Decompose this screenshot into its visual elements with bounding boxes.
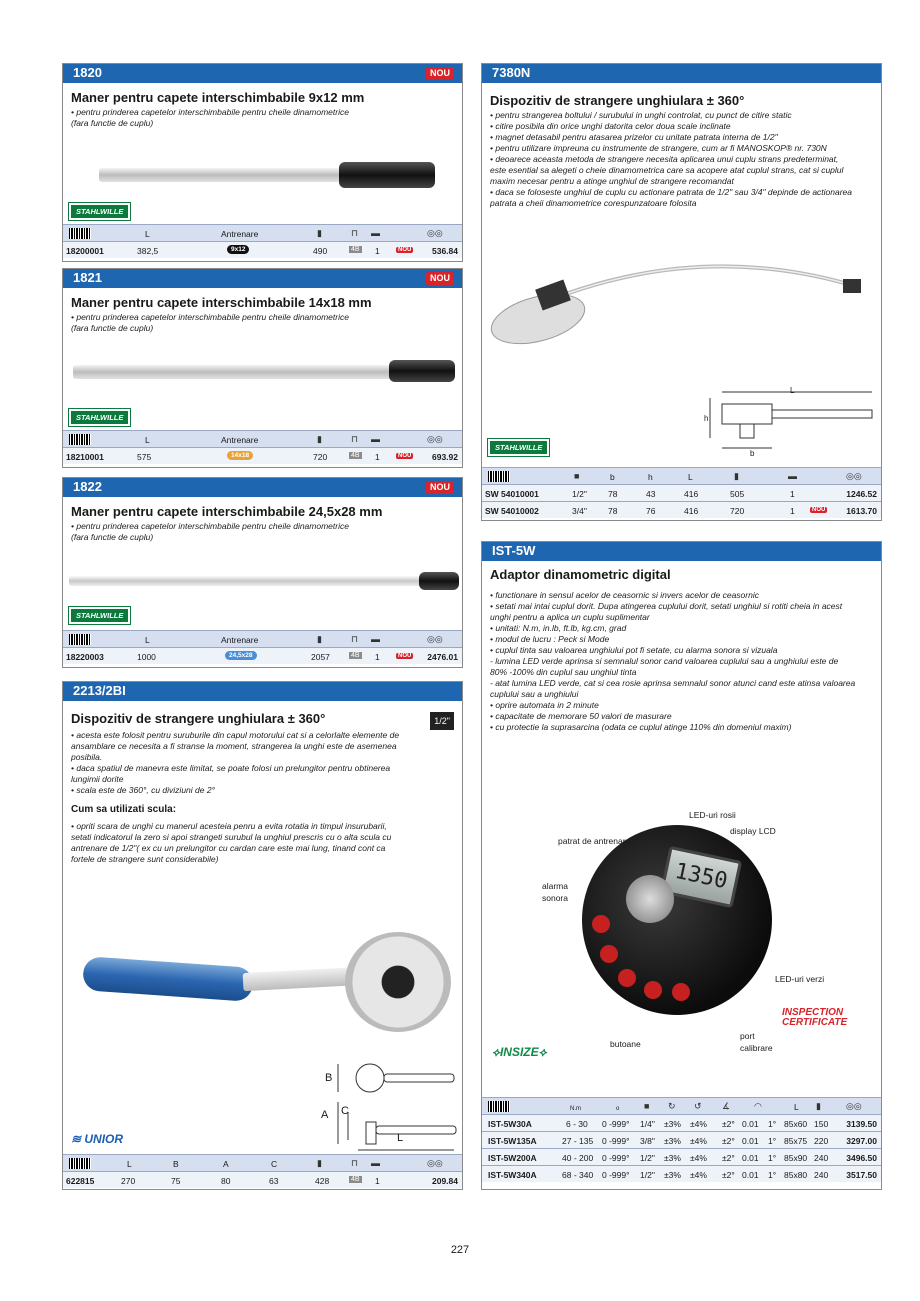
product-description: • pentru prinderea capetelor interschimbabile pentru cheile dinamometrice (fara functie de cuplu) (71, 312, 349, 333)
table-row: IST-5W30A 6 - 30 0 -999° 1/4" ±3% ±4% ±2° 0.01 1° 85x60 150 3139.50 (482, 1114, 881, 1131)
coins-icon: ◎◎ (427, 1158, 443, 1168)
stahlwille-logo: STAHLWILLE (69, 409, 130, 426)
barcode-icon (488, 1101, 510, 1112)
page-number: 227 (450, 1244, 470, 1256)
coins-icon: ◎◎ (846, 1101, 862, 1111)
table-header: L Antrenare ▮ ⊓ ▬ ◎◎ (63, 630, 462, 647)
angle-tool-image (488, 249, 878, 369)
button-up[interactable] (644, 981, 662, 999)
section-header: 1822 NOU (63, 478, 462, 497)
spec-table (63, 224, 462, 258)
callout-led-green: LED-uri verzi (775, 974, 825, 984)
new-badge: NOU (426, 67, 454, 80)
table-row: 622815 270 75 80 63 428 4B 1 209.84 (63, 1171, 462, 1188)
barcode-icon (69, 228, 91, 239)
product-description: • acesta este folosit pentru suruburile din capul motorului cat si a celorlalte elemente de ansamblare ce necesita a fi stranse la moment, strangerea la unghi este de asemenea posibila. • daca spatiul de manevra este limitat, se poate folosi un prelungitor pentru obtinerea lungimii dorite • scala este de 360°, cu diviziuni de 2° (71, 730, 400, 795)
square-drive (626, 875, 674, 923)
dim-label-c: C (341, 1105, 349, 1117)
gauge-icon: ◠ (754, 1101, 762, 1111)
stahlwille-logo: STAHLWILLE (488, 439, 549, 456)
pack-icon: ⊓ (351, 434, 359, 444)
weight-icon: ▮ (317, 1158, 322, 1168)
unior-logo: ≋ UNIOR (71, 1132, 124, 1146)
product-title: Maner pentru capete interschimbabile 24,5x28 mm (71, 504, 383, 519)
barcode-icon (69, 1158, 91, 1169)
spec-table (63, 1154, 462, 1188)
product-1821 (62, 268, 463, 468)
pack-icon: ⊓ (351, 1158, 359, 1168)
angle-gauge-image (83, 932, 453, 1042)
square-drive-icon: ■ (574, 471, 580, 481)
ccw-icon: ↺ (694, 1101, 702, 1111)
table-row: SW 54010002 3/4" 78 76 416 720 1 NOU 1613.70 (482, 501, 881, 518)
spec-table (482, 467, 881, 518)
handle-image (99, 160, 435, 190)
barcode-icon (69, 434, 91, 445)
product-7380n (481, 63, 882, 521)
product-code: 1820 (73, 65, 102, 80)
coins-icon: ◎◎ (427, 634, 443, 644)
section-header: 1821 NOU (63, 269, 462, 288)
callout-alarm: alarma sonora (542, 881, 568, 903)
product-description: • pentru prinderea capetelor interschimbabile pentru cheile dinamometrice (fara functie de cuplu) (71, 521, 349, 542)
insize-logo: ⟡INSIZE⟡ (492, 1045, 547, 1059)
product-description: • functionare in sensul acelor de ceasornic si invers acelor de ceasornic • setati mai intai cuplul dorit. Dupa atingerea cuplului dorit, setati unghiul si rotiti cheia in acest unghi pentru a aplica un cuplu suplimentar • unitati: N.m, in.lb, ft.lb, kg.cm, grad • modul de lucru : Peck si Mode • cuplul tinta sau valoarea unghiului pot fi setate, cu alarma sonora si vizuala - lumina LED verde aprinsa si semnalul sonor cand valoarea cuplului sau a unghiului este de 80% -100% din cuplul sau unghiul tinta - atat lumina LED verde, cat si cea rosie aprinsa semnalul sonor atunci cand este atinsa valoarea cuplului sau a unghiului • oprire automata in 2 minute • capacitate de memorare 50 valori de masurare • cu protectie la suprasarcina (odata ce cuplul atinge 110% din domeniul maxim) (490, 590, 856, 732)
product-title: Maner pentru capete interschimbabile 14x18 mm (71, 295, 372, 310)
callout-buttons: butoane (610, 1039, 641, 1049)
product-title: Dispozitiv de strangere unghiulara ± 360° (490, 93, 745, 108)
howto-title: Cum sa utilizati scula: (71, 804, 177, 815)
product-ist-5w (481, 541, 882, 1190)
torque-adapter-image (582, 825, 772, 1015)
pack-icon: ⊓ (351, 634, 359, 644)
inspection-certificate-logo: INSPECTION CERTIFICATE (782, 1007, 848, 1028)
weight-icon: ▮ (317, 228, 322, 238)
dim-label-a: A (321, 1109, 329, 1121)
product-title: Adaptor dinamometric digital (490, 567, 671, 582)
section-header: 7380N (482, 64, 881, 83)
angle-icon: ∡ (722, 1101, 731, 1111)
barcode-icon (69, 634, 91, 645)
table-row: 18200001 382,5 9x12 490 4B 1 NOU 536.84 (63, 241, 462, 258)
weight-icon: ▮ (734, 471, 739, 481)
spec-table (482, 1097, 881, 1182)
product-title: Dispozitiv de strangere unghiulara ± 360° (71, 711, 326, 726)
ruler-icon: ▬ (371, 228, 380, 238)
callout-led-red: LED-uri rosii (689, 810, 736, 820)
table-header: L B A C ▮ ⊓ ▬ ◎◎ (63, 1154, 462, 1171)
product-2213-2bi (62, 681, 463, 1190)
ruler-icon: ▬ (788, 471, 797, 481)
dimension-drawing (702, 384, 877, 459)
weight-icon: ▮ (317, 434, 322, 444)
coins-icon: ◎◎ (427, 228, 443, 238)
stahlwille-logo: STAHLWILLE (69, 203, 130, 220)
dim-label-b: b (750, 449, 755, 458)
stahlwille-logo: STAHLWILLE (69, 607, 130, 624)
table-row: IST-5W135A 27 - 135 0 -999° 3/8" ±3% ±4% ±2° 0.01 1° 85x75 220 3297.00 (482, 1131, 881, 1148)
dim-label-b: B (325, 1072, 333, 1084)
spec-table (63, 430, 462, 464)
product-description: • pentru prinderea capetelor interschimbabile pentru cheile dinamometrice (fara functie de cuplu) (71, 107, 349, 128)
handle-image (69, 570, 459, 594)
section-header: IST-5W (482, 542, 881, 561)
table-row: SW 54010001 1/2" 78 43 416 505 1 1246.52 (482, 484, 881, 501)
table-row: 18210001 575 14x18 720 4B 1 NOU 693.92 (63, 447, 462, 464)
barcode-icon (488, 471, 510, 482)
section-header (63, 64, 462, 83)
product-title: Maner pentru capete interschimbabile 9x12 mm (71, 90, 365, 105)
dim-label-h: h (704, 414, 709, 423)
table-row: 18220003 1000 24,5x28 2057 4B 1 NOU 2476.01 (63, 647, 462, 664)
dimension-drawing (318, 1060, 458, 1155)
howto-text: • opriti scara de unghi cu manerul acesteia penru a evita rotatia in timpul insurubarii, setati indicatorul la zero si apoi strangeti surubul la unghiul prescris cu o alta scula cu antrenare de 1/2"( ex cu un prelungitor cu cardan care este mai lung, tinand cont ca fortele de strangere sunt considerabile) (71, 821, 392, 864)
section-header: 2213/2BI (63, 682, 462, 701)
callout-square: patrat de antrenare (558, 836, 631, 846)
button-down[interactable] (672, 983, 690, 1001)
table-header: ■ b h L ▮ ▬ ◎◎ (482, 467, 881, 484)
table-header: L Antrenare ▮ ⊓ ▬ ◎◎ (63, 430, 462, 447)
button-c[interactable] (592, 915, 610, 933)
ruler-icon: ▬ (371, 1158, 380, 1168)
coins-icon: ◎◎ (427, 434, 443, 444)
button-mode[interactable] (618, 969, 636, 987)
square-drive-icon: ■ (644, 1101, 650, 1111)
button-unit[interactable] (600, 945, 618, 963)
table-row: IST-5W340A 68 - 340 0 -999° 1/2" ±3% ±4% ±2° 0.01 1° 85x80 240 3517.50 (482, 1165, 881, 1182)
ruler-icon: ▬ (371, 634, 380, 644)
coins-icon: ◎◎ (846, 471, 862, 481)
pack-icon: ⊓ (351, 228, 359, 238)
weight-icon: ▮ (317, 634, 322, 644)
lcd-display: 1350 (660, 846, 742, 908)
spec-table (63, 630, 462, 664)
weight-icon: ▮ (816, 1101, 821, 1111)
dim-label-l: L (397, 1132, 404, 1144)
product-1820 (62, 63, 463, 262)
table-row: IST-5W200A 40 - 200 0 -999° 1/2" ±3% ±4% ±2° 0.01 1° 85x90 240 3496.50 (482, 1148, 881, 1165)
handle-image (73, 357, 458, 387)
drive-size-badge: 1/2" (430, 712, 454, 730)
product-1822 (62, 477, 463, 668)
callout-port: port calibrare (740, 1031, 773, 1053)
product-description: • pentru strangerea boltului / surubului in unghi controlat, cu punct de citire static • citire posibila din orice unghi datorita celor doua scale inclinate • magnet detasabil pentru atasarea prizelor cu unitate patrata interna de 1/2" • pentru utilizare impreuna cu instrumente de strangere, cum ar fi MANOSKOP® nr. 730N • deoarece aceasta metoda de strangere necesita aplicarea unui cuplu strans predeterminat, este esential sa alegeti o cheie dinamometrica care sa acopere atat cuplul strans, cat si cuplul maxim necesar pentru a atinge unghiul de strangere recomandat • daca se foloseste unghiul de cuplu cu actionare patrata de 1/2" sau 3/4" depinde de actionarea patrata a cheii dinamometrice corespunzatoare folosita (490, 110, 853, 208)
cw-icon: ↻ (668, 1101, 676, 1111)
ruler-icon: ▬ (371, 434, 380, 444)
callout-lcd: display LCD (730, 826, 776, 836)
dim-label-l: L (790, 386, 795, 395)
table-header: N.m o ■ ↻ ↺ ∡ ◠ L ▮ ◎◎ (482, 1097, 881, 1114)
table-header: L Antrenare ▮ ⊓ ▬ ◎◎ (63, 224, 462, 241)
